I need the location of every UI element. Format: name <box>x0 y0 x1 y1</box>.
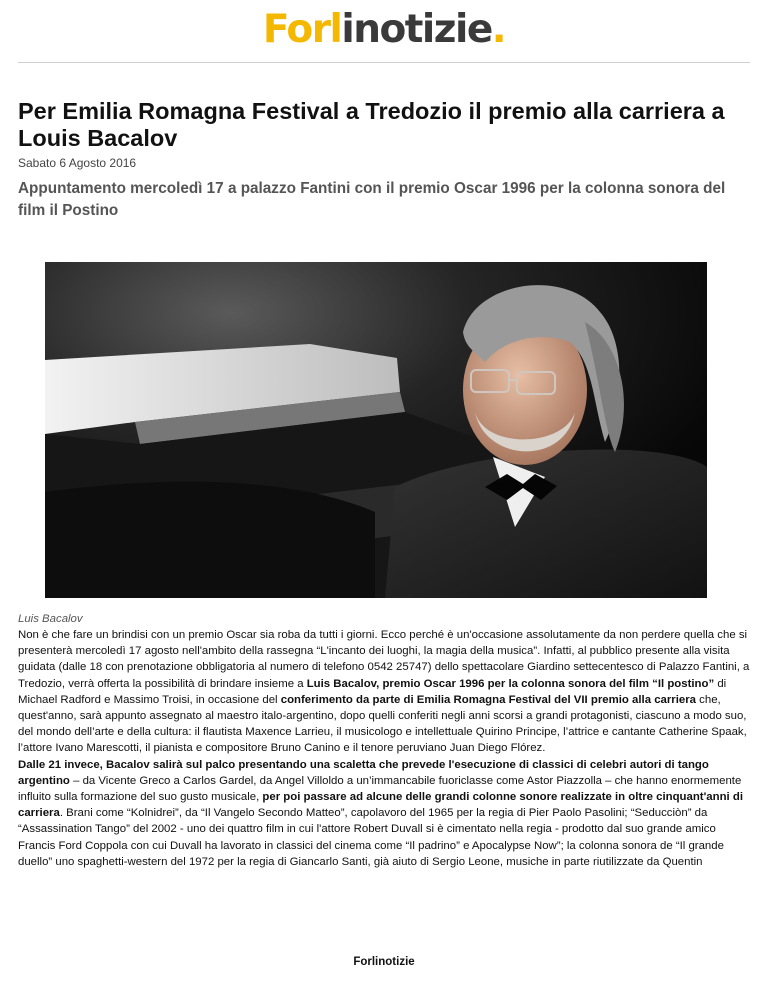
paragraph-1-bold-b: Luis Bacalov, premio Oscar 1996 per la colonna sonora del film “Il postino” <box>306 677 715 690</box>
article-body <box>18 627 750 870</box>
article-date: Sabato 6 Agosto 2016 <box>18 156 137 170</box>
page-footer: Forlinotizie <box>353 956 415 968</box>
photo-illustration <box>45 262 707 598</box>
logo-part-forl: Forl <box>262 7 342 52</box>
site-logo[interactable] <box>18 6 750 54</box>
photo-caption: Luis Bacalov <box>18 613 83 625</box>
site-header <box>18 0 750 63</box>
logo-part-inotizie: inotizie <box>341 7 492 52</box>
article-subtitle: Appuntamento mercoledì 17 a palazzo Fantini con il premio Oscar 1996 per la colonna sonora del film il Postino <box>18 180 726 219</box>
paragraph-2-bold-c: per poi passare ad alcune delle grandi colonne sonore realizzate in oltre cinquant'anni di carriera <box>18 791 743 820</box>
logo-dot: . <box>491 7 506 52</box>
paragraph-2-bold-a: Dalle 21 invece, Bacalov salirà sul palco presentando una scaletta che prevede l'esecuzione di classici di celebri autori di tango argentino <box>18 758 709 787</box>
paragraph-1-text-e: che, quest'anno, sarà appunto assegnato al maestro italo-argentino, dopo quelli conferiti negli anni scorsi a grandi protagonisti, ciascuno a modo suo, del mondo dell’arte e della cultura: il flautista Maxence Larrieu, il musicologo e intellettuale Quirino Principe, l’attrice e cantante Catherine Spaak, l’attore Ivano Marescotti, il pianista e compositore Bruno Canino e il tenore peruviano Juan Diego Flórez. <box>18 693 747 755</box>
paragraph-2 <box>18 757 750 870</box>
paragraph-1-bold-d: conferimento da parte di Emilia Romagna Festival del VII premio alla carriera <box>280 693 696 706</box>
article-title: Per Emilia Romagna Festival a Tredozio il premio alla carriera a Louis Bacalov <box>18 98 725 151</box>
article-photo <box>45 262 707 598</box>
paragraph-2-text-d: . Brani come “Kolnidrei”, da “Il Vangelo Secondo Matteo”, capolavoro del 1965 per la regia di Pier Paolo Pasolini; “Seducciòn” da “Assassination Tango” del 2002 - uno dei quattro film in cui l'attore Robert Duvall si è cimentato nella regia - prodotto dal suo grande amico Francis Ford Coppola con cui Duvall ha lavorato in classici del cinema come “Il padrino” e Apocalypse Now”; la colonna sonora de “Il grande duello” uno spaghetti-western del 1972 per la regia di Giancarlo Santi, già aiuto di Sergio Leone, musiche in parte riutilizzate da Quentin <box>18 807 724 868</box>
paragraph-1-text-a: Non è che fare un brindisi con un premio Oscar sia roba da tutti i giorni. Ecco perché è un'occasione assolutamente da non perdere quella che si presenterà mercoledì 17 agosto nell'ambito della rassegna “L'incanto dei luoghi, la magia della musica”. Infatti, al pubblico presente alla visita guidata (dalle 18 con prenotazione obbligatoria al numero di telefono 0542 25747) dello spettacolare Giardino settecentesco di Palazzo Fantini, a Tredozio, verrà offerta la possibilità di brindare insieme a <box>18 629 750 690</box>
paragraph-1-text-c: di Michael Radford e Massimo Troisi, in occasione del <box>18 677 727 706</box>
paragraph-1 <box>18 627 750 757</box>
paragraph-2-text-b: – da Vicente Greco a Carlos Gardel, da Angel Villoldo a un’immancabile fuoriclasse come Astor Piazzolla – che hanno enormemente influito sulla formazione del suo gusto musicale, <box>18 774 742 804</box>
